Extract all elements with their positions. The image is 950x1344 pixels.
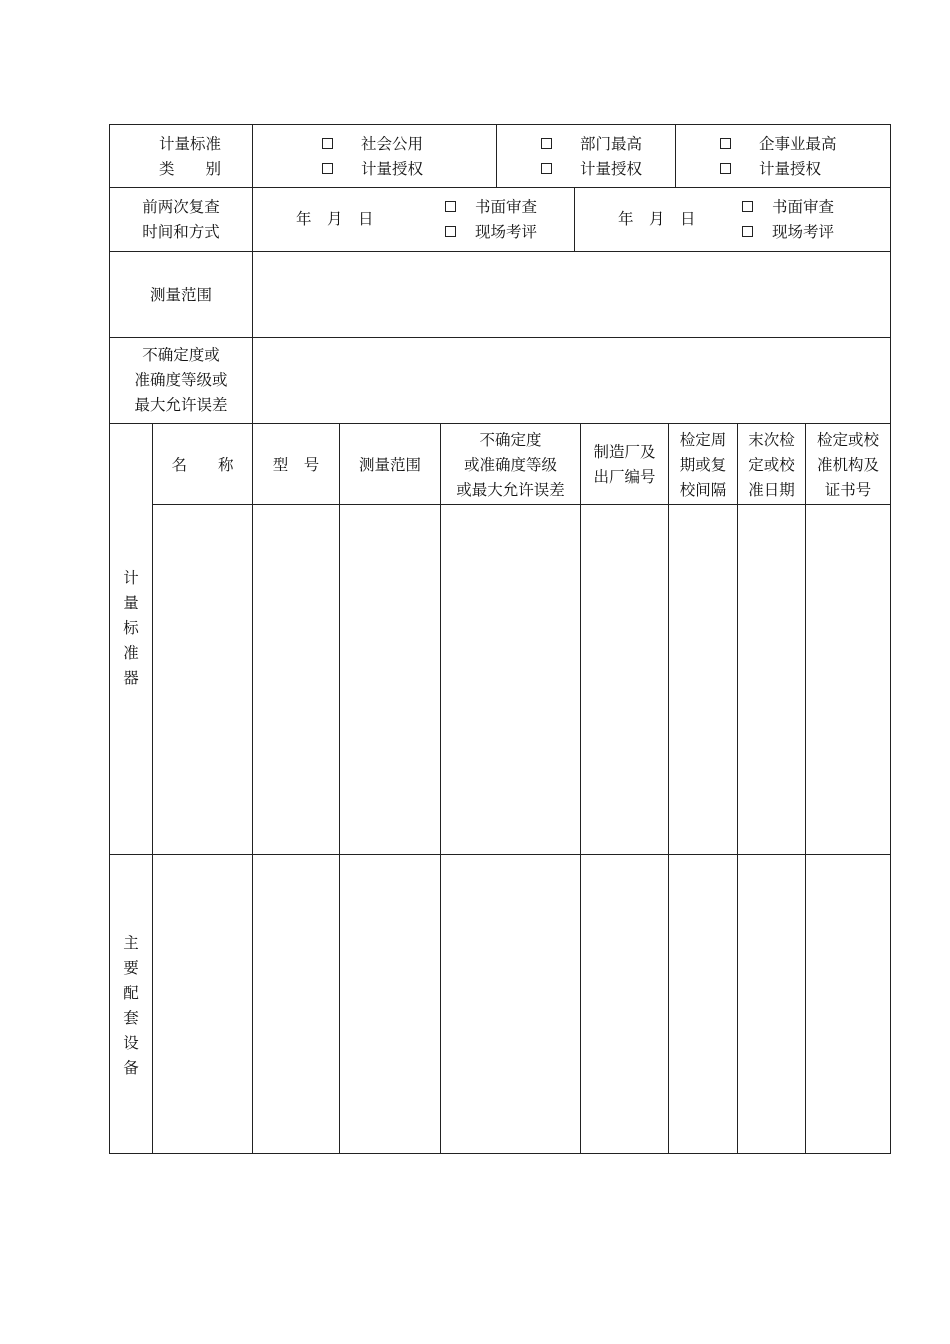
- category-option-department-highest[interactable]: 部门最高: [541, 132, 642, 157]
- equipment-table-body[interactable]: [153, 855, 890, 1153]
- range-value-cell[interactable]: [253, 252, 890, 337]
- range-label: 测量范围: [149, 286, 212, 304]
- review-method-onsite-2[interactable]: 现场考评: [742, 220, 834, 245]
- review-label-line2: 时间和方式: [142, 223, 220, 241]
- checkbox[interactable]: [720, 138, 731, 149]
- column-header-institution: 检定或校 准机构及 证书号: [816, 431, 879, 499]
- section-label-equipment: 主 要 配 套 设 备: [123, 934, 139, 1077]
- checkbox[interactable]: [322, 138, 333, 149]
- category-label-line2: 类 别: [158, 160, 221, 178]
- review-method-written-1[interactable]: 书面审查: [445, 195, 537, 220]
- column-header-last-date: 末次检 定或校 准日期: [748, 431, 795, 499]
- uncertainty-label: [110, 343, 252, 418]
- checkbox[interactable]: [322, 163, 333, 174]
- review-date-2[interactable]: 年 月 日: [618, 210, 696, 228]
- checkbox[interactable]: [541, 163, 552, 174]
- section-label-standards: 计 量 标 准 器: [123, 569, 139, 687]
- checkbox[interactable]: [742, 201, 753, 212]
- uncertainty-value-cell[interactable]: [253, 338, 890, 423]
- column-header-manufacturer: 制造厂及 出厂编号: [593, 443, 656, 486]
- category-option-authorized-1[interactable]: 计量授权: [322, 157, 423, 182]
- category-option-enterprise-highest[interactable]: 企事业最高: [720, 132, 837, 157]
- review-date-1[interactable]: 年 月 日: [296, 210, 374, 228]
- column-header-range: 测量范围: [358, 456, 421, 474]
- column-header-cycle: 检定周 期或复 校间隔: [679, 431, 727, 499]
- category-option-social-public[interactable]: 社会公用: [322, 132, 423, 157]
- review-method-written-2[interactable]: 书面审查: [742, 195, 834, 220]
- checkbox[interactable]: [720, 163, 731, 174]
- uncertainty-label-line3: 最大允许误差: [134, 396, 228, 414]
- review-label: [110, 195, 252, 245]
- column-header-model: 型 号: [272, 456, 320, 474]
- checkbox[interactable]: [541, 138, 552, 149]
- uncertainty-label-line1: 不确定度或: [142, 346, 220, 364]
- review-label-line1: 前两次复查: [142, 198, 220, 216]
- category-label: [130, 132, 250, 182]
- standards-table-body[interactable]: [153, 505, 890, 854]
- category-label-line1: 计量标准: [158, 135, 221, 153]
- column-header-name: 名 称: [171, 456, 234, 474]
- category-option-authorized-2[interactable]: 计量授权: [541, 157, 642, 182]
- checkbox[interactable]: [445, 226, 456, 237]
- checkbox[interactable]: [742, 226, 753, 237]
- review-method-onsite-1[interactable]: 现场考评: [445, 220, 537, 245]
- column-header-uncertainty: 不确定度 或准确度等级 或最大允许误差: [456, 431, 565, 499]
- checkbox[interactable]: [445, 201, 456, 212]
- uncertainty-label-line2: 准确度等级或: [134, 371, 228, 389]
- category-option-authorized-3[interactable]: 计量授权: [720, 157, 821, 182]
